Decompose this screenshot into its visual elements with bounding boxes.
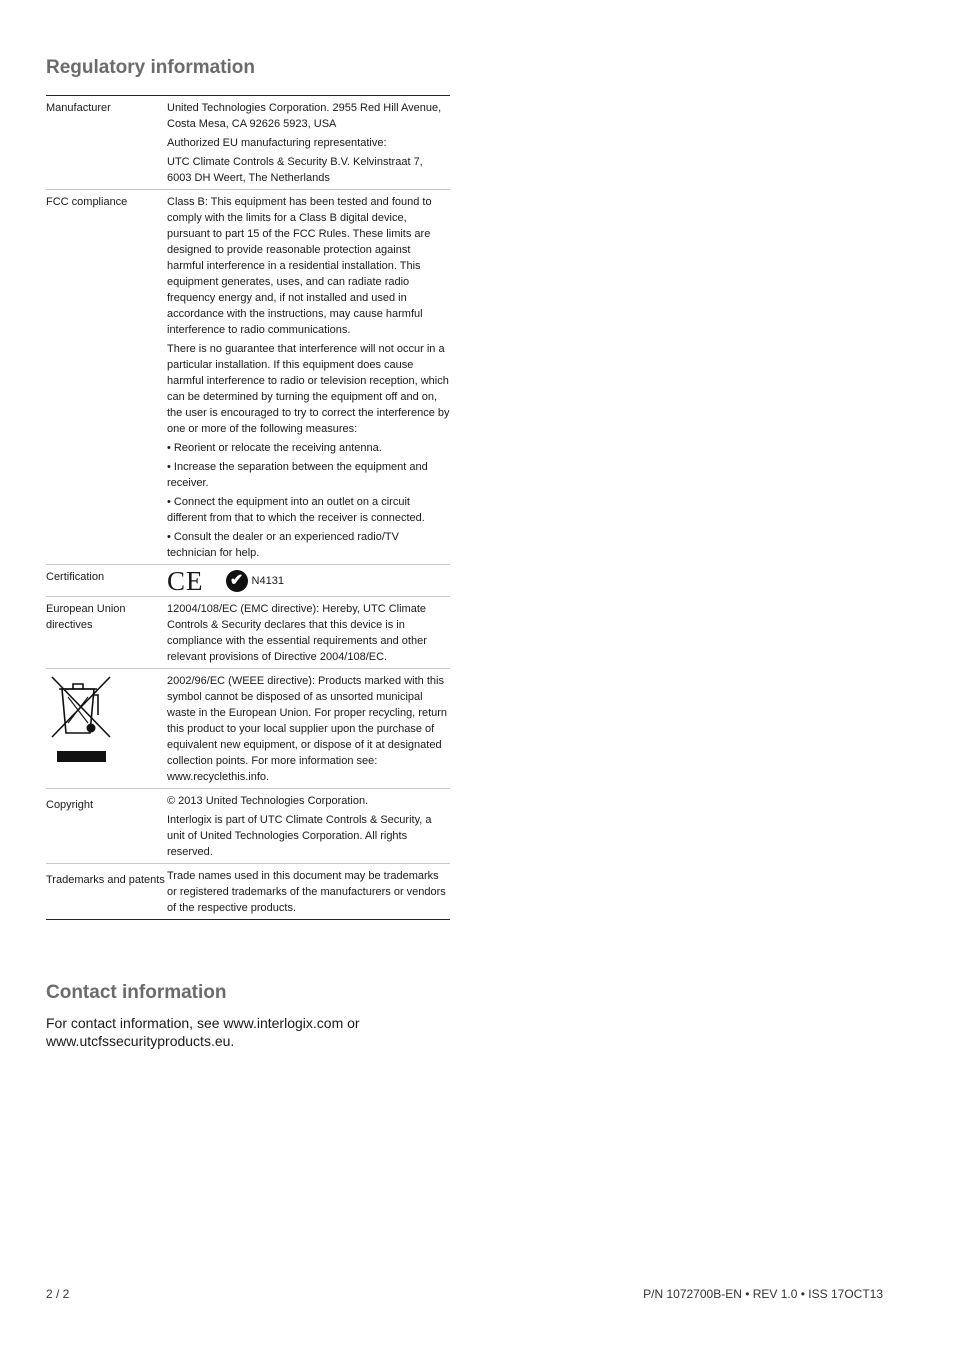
c-tick-mark-icon: ✔ xyxy=(226,570,248,592)
fcc-row xyxy=(46,190,450,565)
eu-rep-heading: Authorized EU manufacturing representative: xyxy=(167,137,387,149)
row-label: Copyright xyxy=(46,789,167,864)
certification-marks xyxy=(167,566,450,596)
weee-row xyxy=(46,669,450,789)
row-label: Trademarks and patents xyxy=(46,864,167,920)
row-value xyxy=(167,669,450,789)
row-value xyxy=(167,864,450,920)
row-value xyxy=(167,565,450,597)
fcc-paragraph: Class B: This equipment has been tested and found to comply with the limits for a Class B digital device, pursuant to part 15 of the FCC Rules. These limits are designed to provide reasonable protection against harmful interference in a residential installation. This equipment generates, uses, and can radiate radio frequency energy and, if not installed and used in accordance with the instructions, may cause harmful interference to radio communications. xyxy=(167,196,432,336)
trademarks-row xyxy=(46,864,450,920)
fcc-bullet: • Consult the dealer or an experienced radio/TV technician for help. xyxy=(167,531,399,559)
row-label: FCC compliance xyxy=(46,190,167,565)
certification-row xyxy=(46,565,450,597)
row-value xyxy=(167,96,450,190)
manufacturer-address: United Technologies Corporation. 2955 Red Hill Avenue, Costa Mesa, CA 92626 5923, USA xyxy=(167,102,442,130)
contact-title: Contact information xyxy=(46,982,227,1003)
trademarks-text: Trade names used in this document may be trademarks or registered trademarks of the manufacturers or vendors of the respective products. xyxy=(167,870,446,914)
fcc-paragraph: There is no guarantee that interference will not occur in a particular installation. If this equipment does cause harmful interference to radio or television reception, which can be determined by turning the equipment off and on, the user is encouraged to try to correct the interference by one or more of the following measures: xyxy=(167,343,450,435)
copyright-notice: © 2013 United Technologies Corporation. xyxy=(167,795,369,807)
weee-symbol-cell xyxy=(46,669,167,789)
ce-mark-icon: CE xyxy=(167,566,204,596)
part-number: P/N 1072700B-EN • REV 1.0 • ISS 17OCT13 xyxy=(643,1287,883,1301)
fcc-bullet: • Connect the equipment into an outlet on a circuit different from that to which the receiver is connected. xyxy=(167,496,425,524)
eu-directives-row xyxy=(46,597,450,669)
manufacturer-row xyxy=(46,96,450,190)
row-value xyxy=(167,597,450,669)
regulatory-table xyxy=(46,95,450,920)
row-value xyxy=(167,190,450,565)
row-label: Certification xyxy=(46,565,167,597)
emc-directive-text: 12004/108/EC (EMC directive): Hereby, UTC Climate Controls & Security declares that this device is in compliance with the essential requirements and other relevant provisions of Directive 2004/108/EC. xyxy=(167,603,427,663)
fcc-bullet: • Reorient or relocate the receiving antenna. xyxy=(167,442,382,454)
page-number: 2 / 2 xyxy=(46,1287,70,1301)
weee-directive-text: 2002/96/EC (WEEE directive): Products marked with this symbol cannot be disposed of as unsorted municipal waste in the European Union. For proper recycling, return this product to your local supplier upon the purchase of equivalent new equipment, or dispose of it at designated collection points. For more information see: www.recyclethis.info. xyxy=(167,675,448,783)
regulatory-title: Regulatory information xyxy=(46,57,256,78)
row-label: Manufacturer xyxy=(46,102,111,114)
weee-crossed-bin-icon xyxy=(46,673,116,765)
row-label: European Union directives xyxy=(46,597,167,669)
copyright-row xyxy=(46,789,450,864)
copyright-detail: Interlogix is part of UTC Climate Controls & Security, a unit of United Technologies Corporation. All rights reserved. xyxy=(167,814,432,858)
eu-rep-address: UTC Climate Controls & Security B.V. Kelvinstraat 7, 6003 DH Weert, The Netherlands xyxy=(167,156,423,184)
contact-text: For contact information, see www.interlogix.com or www.utcfssecurityproducts.eu. xyxy=(46,1015,360,1049)
fcc-bullet: • Increase the separation between the equipment and receiver. xyxy=(167,461,428,489)
c-tick-number: N4131 xyxy=(251,575,284,587)
row-value xyxy=(167,789,450,864)
